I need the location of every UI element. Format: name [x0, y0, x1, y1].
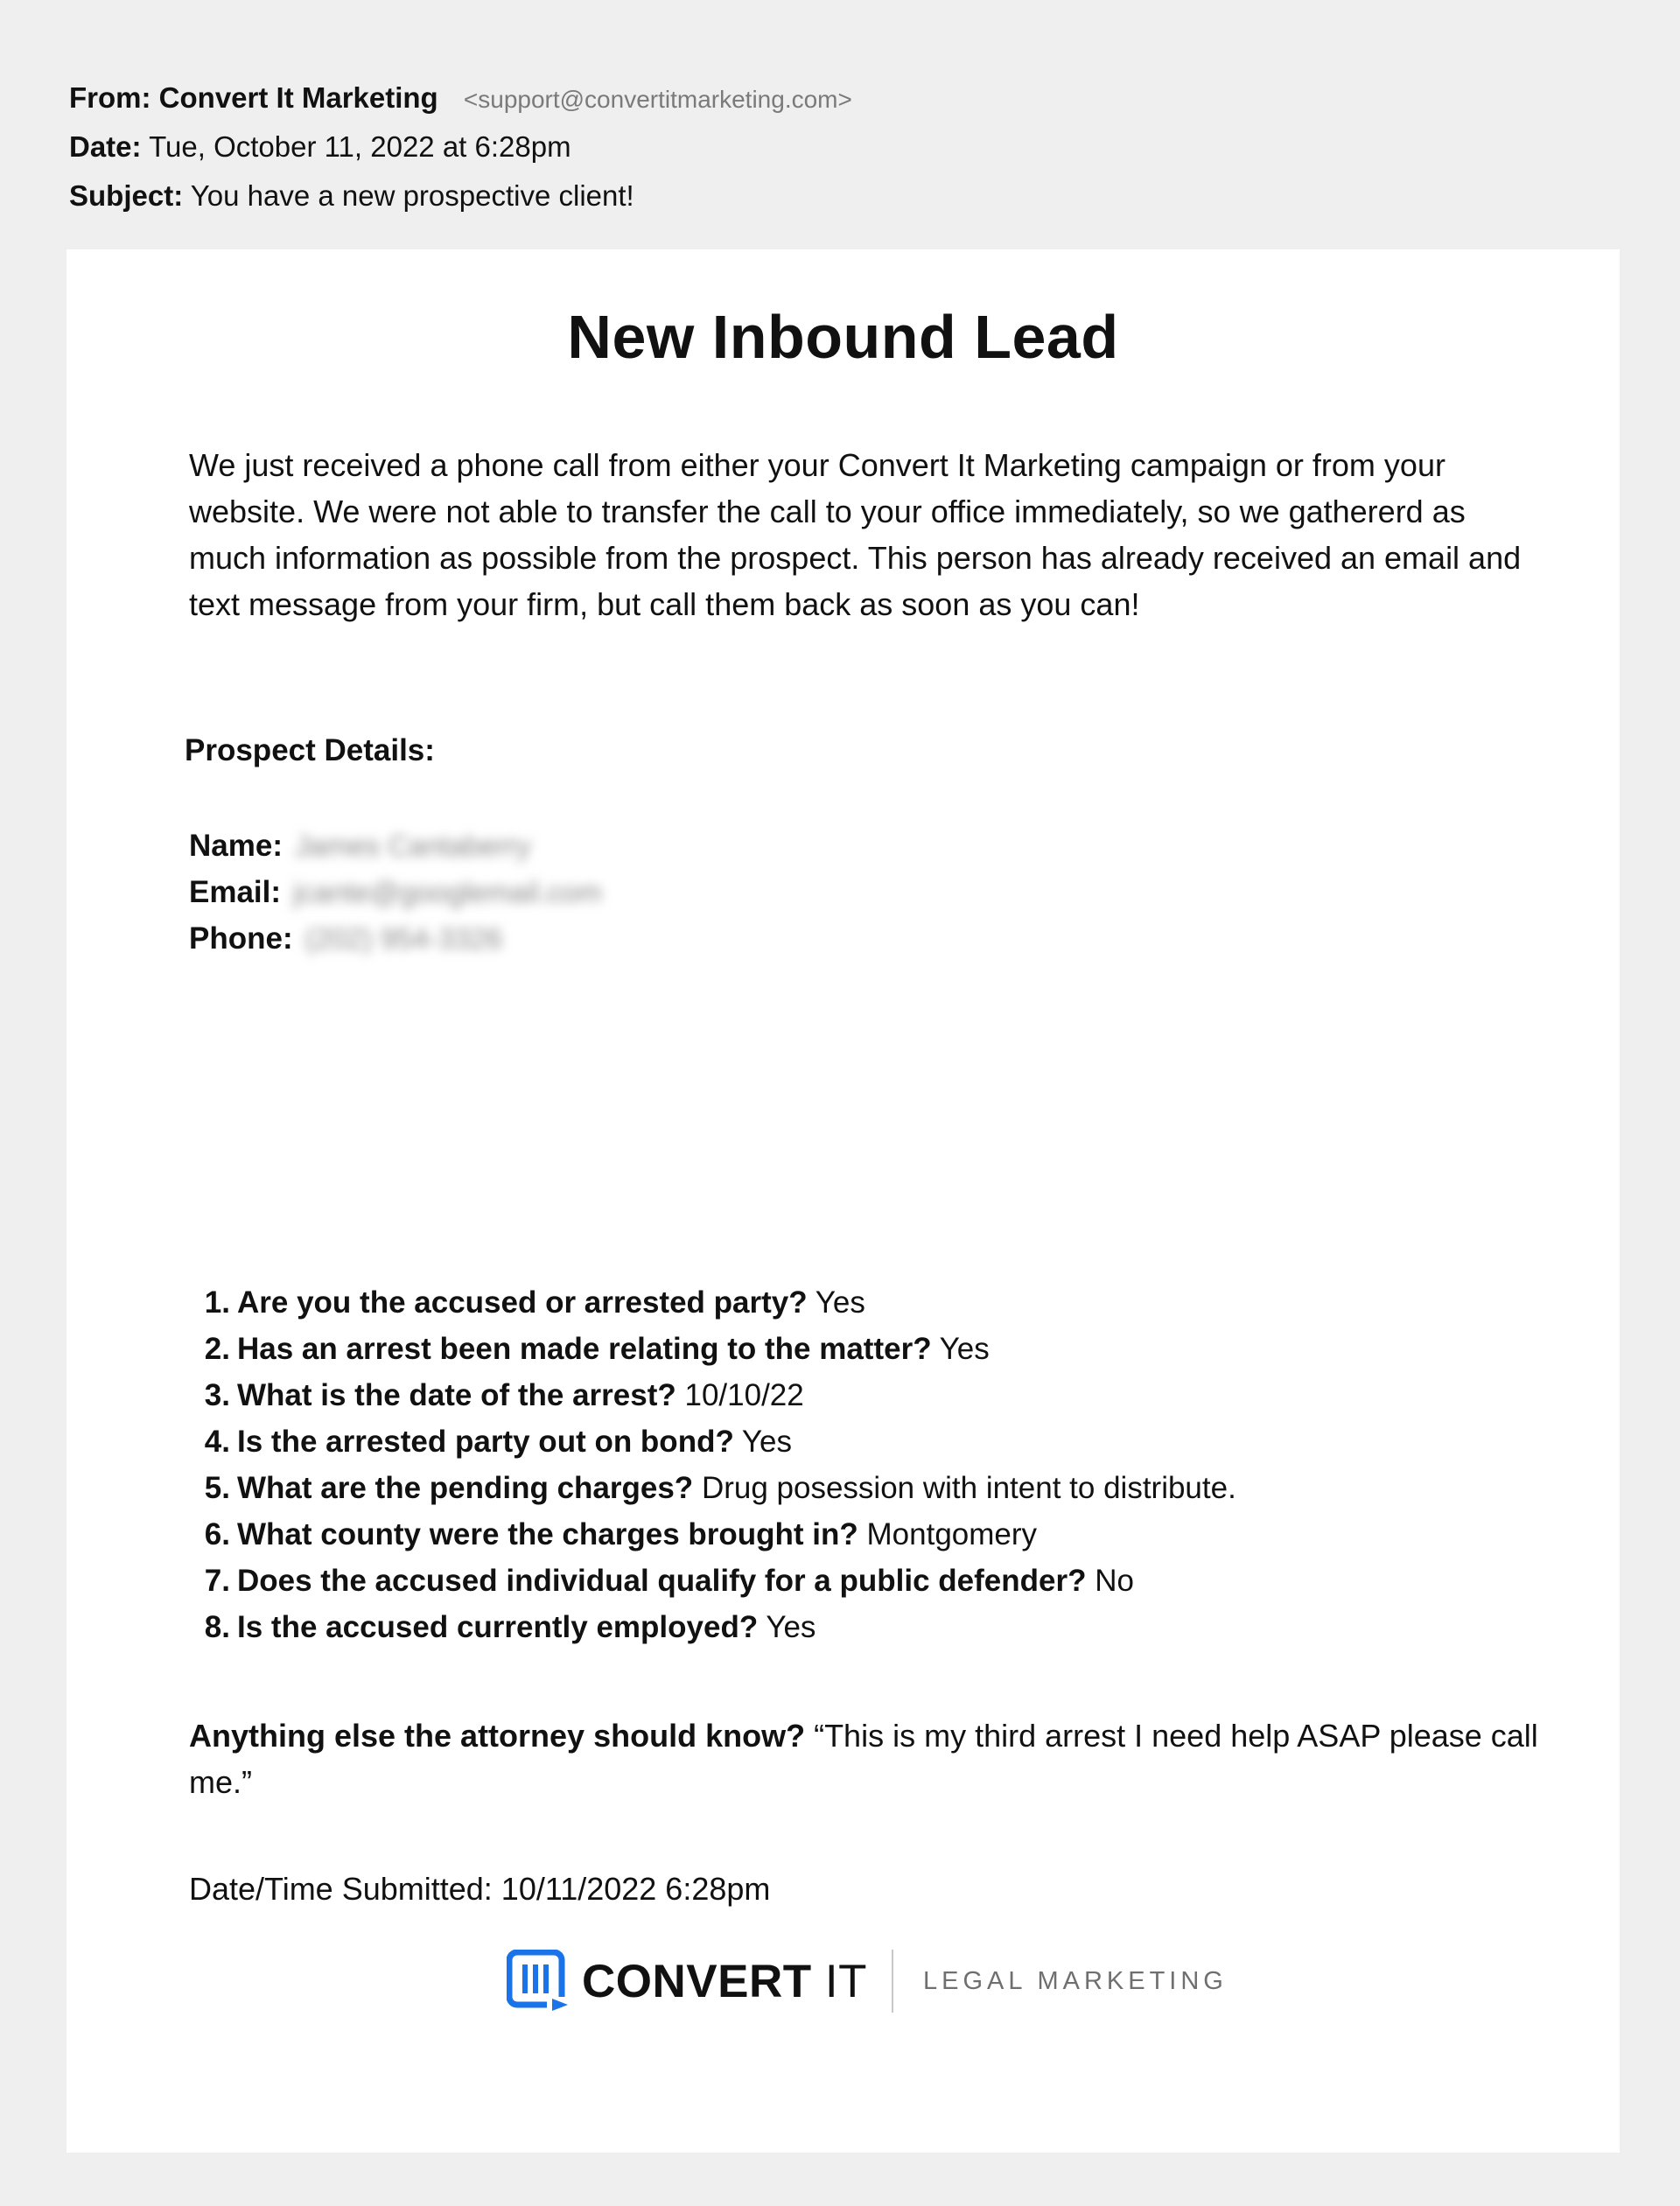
from-line [69, 74, 1609, 123]
email-header [69, 74, 1609, 221]
question-list [189, 1279, 1236, 1650]
email-label: Email: [189, 875, 282, 909]
additional-notes-label: Anything else the attorney should know? [189, 1718, 806, 1754]
email-value-redacted: jcante@googlemail.com [293, 876, 602, 908]
detail-row-name [189, 823, 602, 869]
question-item [189, 1558, 1236, 1604]
subject-value: You have a new prospective client! [190, 179, 634, 212]
question-number: 8. [204, 1610, 230, 1644]
detail-row-phone [189, 915, 602, 962]
date-value: Tue, October 11, 2022 at 6:28pm [149, 130, 571, 163]
question-item [189, 1372, 1236, 1418]
question-item [189, 1465, 1236, 1511]
intro-paragraph: We just received a phone call from either your Convert It Marketing campaign or from your website. We were not able to transfer the call to your office immediately, so we gathererd as much information as possible from the prospect. This person has already received an email and text message from your firm, but call them back as soon as you can! [189, 447, 1522, 622]
question-number: 7. [204, 1564, 230, 1598]
subject-label: Subject: [69, 179, 184, 212]
convert-it-logo-icon [507, 1950, 570, 2013]
email-body-card [66, 249, 1620, 2153]
date-line [69, 123, 1609, 172]
question-text: What is the date of the arrest? [237, 1378, 676, 1412]
question-text: Does the accused individual qualify for a public defender? [237, 1564, 1087, 1598]
sender-email[interactable]: <support@convertitmarketing.com> [463, 86, 852, 113]
brand-name-bold: CONVERT [582, 1955, 812, 2007]
prospect-details-heading: Prospect Details: [185, 733, 435, 767]
sender-name: Convert It Marketing [158, 81, 438, 114]
additional-notes-value: “This is my third arrest I need help ASAP please call me.” [189, 1718, 1538, 1800]
brand-tagline: LEGAL MARKETING [922, 1966, 1228, 1995]
question-answer: Montgomery [866, 1517, 1038, 1551]
from-label: From: [69, 81, 151, 114]
date-label: Date: [69, 130, 142, 163]
question-number: 2. [204, 1332, 230, 1366]
submitted-timestamp: Date/Time Submitted: 10/11/2022 6:28pm [189, 1871, 771, 1907]
question-text: Is the arrested party out on bond? [237, 1425, 734, 1459]
question-item [189, 1279, 1236, 1326]
question-answer: Drug posession with intent to distribute. [701, 1471, 1236, 1505]
question-item [189, 1511, 1236, 1558]
question-answer: Yes [766, 1610, 816, 1644]
question-text: Is the accused currently employed? [237, 1610, 759, 1644]
question-number: 3. [204, 1378, 230, 1412]
question-item [189, 1326, 1236, 1372]
phone-value-redacted: (202) 954-3326 [304, 922, 503, 955]
name-value-redacted: James Cantaberry [294, 830, 531, 862]
question-text: Are you the accused or arrested party? [237, 1285, 808, 1320]
question-text: What are the pending charges? [237, 1471, 694, 1505]
question-number: 6. [204, 1517, 230, 1551]
question-answer: No [1095, 1564, 1134, 1598]
question-item [189, 1418, 1236, 1465]
additional-notes [189, 1712, 1554, 1805]
question-text: What county were the charges brought in? [237, 1517, 858, 1551]
question-number: 1. [204, 1285, 230, 1320]
question-answer: Yes [939, 1332, 990, 1366]
detail-row-email [189, 869, 602, 915]
question-answer: Yes [741, 1425, 793, 1459]
question-text: Has an arrest been made relating to the matter? [237, 1332, 932, 1366]
question-number: 5. [204, 1471, 230, 1505]
question-number: 4. [204, 1425, 230, 1459]
brand-name-light: IT [824, 1955, 867, 2007]
phone-label: Phone: [189, 921, 293, 956]
question-item [189, 1604, 1236, 1650]
logo-divider [892, 1950, 893, 2013]
subject-line [69, 172, 1609, 221]
brand-name [582, 1955, 867, 2008]
prospect-details [189, 823, 602, 962]
question-answer: Yes [815, 1285, 865, 1320]
page-title: New Inbound Lead [567, 303, 1119, 371]
footer-logo [507, 1943, 1228, 2020]
name-label: Name: [189, 829, 283, 863]
question-answer: 10/10/22 [684, 1378, 804, 1412]
